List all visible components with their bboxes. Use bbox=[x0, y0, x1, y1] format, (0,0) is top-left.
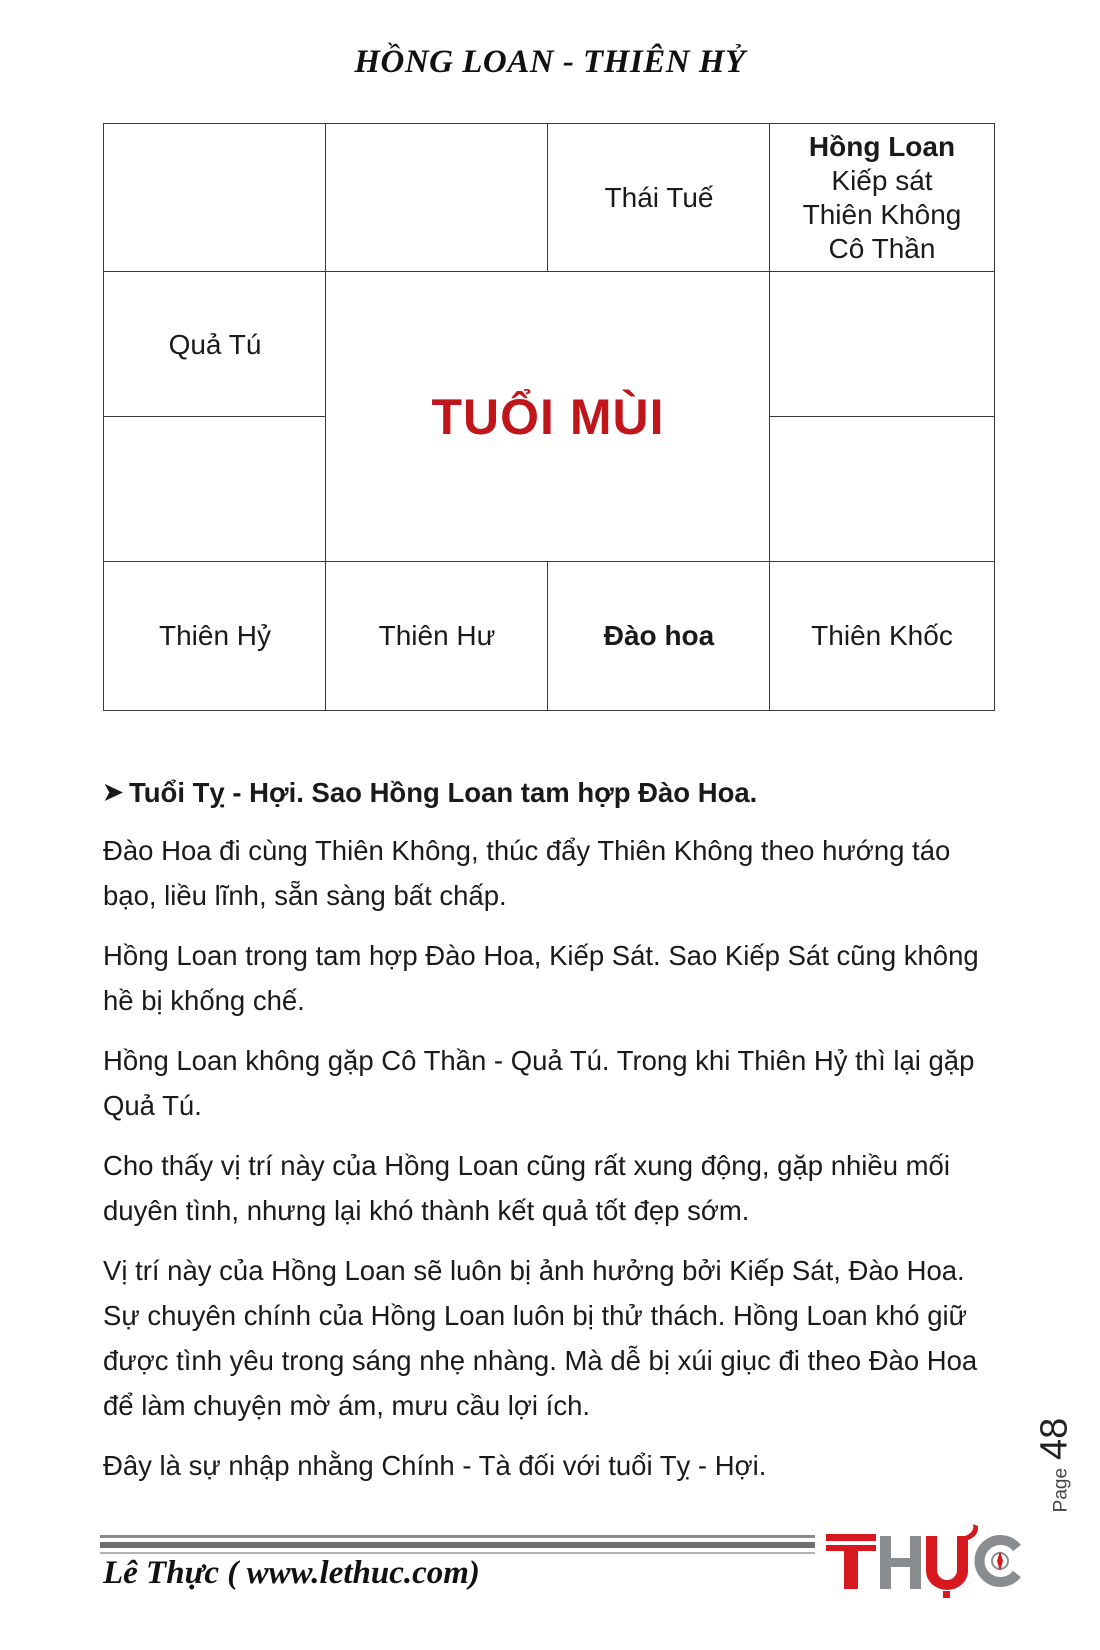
paragraph: Cho thấy vị trí này của Hồng Loan cũng rất xung động, gặp nhiều mối duyên tình, nhưng lại khó thành kết quả tốt đẹp sớm. bbox=[103, 1150, 950, 1226]
palace-bottom-4 bbox=[769, 561, 995, 711]
palace-star-highlight: Hồng Loan bbox=[808, 131, 956, 162]
center-age-label: TUỔI MÙI bbox=[431, 389, 665, 445]
palace-star: Thiên Khốc bbox=[811, 620, 953, 651]
palace-star: Kiếp sát bbox=[831, 165, 933, 196]
page-title: HỒNG LOAN - THIÊN HỶ bbox=[354, 44, 746, 80]
paragraph: Hồng Loan trong tam hợp Đào Hoa, Kiếp Sát. Sao Kiếp Sát cũng không hề bị khống chế. bbox=[103, 940, 979, 1016]
footer-author: Lê Thực ( www.lethuc.com) bbox=[103, 1555, 480, 1591]
paragraph: Vị trí này của Hồng Loan sẽ luôn bị ảnh hưởng bởi Kiếp Sát, Đào Hoa. Sự chuyên chính của Hồng Loan luôn bị thử thách. Hồng Loan khó giữ được tình yêu trong sáng nhẹ nhàng. Mà dễ bị xúi giục đi theo Đào Hoa để làm chuyện mờ ám, mưu cầu lợi ích. bbox=[103, 1255, 978, 1421]
palace-top-3 bbox=[547, 123, 771, 273]
page-number-value: 48 bbox=[1033, 1417, 1076, 1460]
thuc-logo bbox=[822, 1520, 1027, 1600]
palace-star: Thái Tuế bbox=[604, 182, 714, 213]
paragraph: Đào Hoa đi cùng Thiên Không, thúc đẩy Thiên Không theo hướng táo bạo, liều lĩnh, sẵn sàng bất chấp. bbox=[103, 835, 951, 911]
palace-top-1 bbox=[103, 123, 327, 273]
arrow-bullet-icon: ➤ bbox=[103, 779, 124, 806]
palace-left-lower bbox=[103, 416, 327, 563]
page-number bbox=[1030, 1410, 1080, 1520]
section-heading bbox=[103, 770, 995, 815]
article-body bbox=[103, 770, 995, 1503]
palace-star: Thiên Không bbox=[802, 199, 962, 230]
palace-bottom-2 bbox=[325, 561, 549, 711]
palace-star: Thiên Hỷ bbox=[158, 620, 272, 651]
section-heading-text: Tuổi Tỵ - Hợi. Sao Hồng Loan tam hợp Đào Hoa. bbox=[129, 777, 758, 808]
palace-star-highlight: Đào hoa bbox=[603, 620, 715, 651]
palace-right-lower bbox=[769, 416, 995, 563]
footer-divider bbox=[100, 1535, 815, 1554]
palace-top-2 bbox=[325, 123, 549, 273]
paragraph: Đây là sự nhập nhằng Chính - Tà đối với tuổi Tỵ - Hợi. bbox=[103, 1450, 767, 1481]
palace-left-upper bbox=[103, 271, 327, 418]
thuc-logo-graphic bbox=[822, 1520, 1027, 1600]
paragraph: Hồng Loan không gặp Cô Thần - Quả Tú. Trong khi Thiên Hỷ thì lại gặp Quả Tú. bbox=[103, 1045, 975, 1121]
palace-star: Cô Thần bbox=[828, 233, 936, 264]
palace-bottom-1 bbox=[103, 561, 327, 711]
palace-star: Thiên Hư bbox=[378, 620, 496, 651]
palace-chart bbox=[103, 123, 995, 711]
chart-center bbox=[325, 271, 771, 563]
palace-bottom-3 bbox=[547, 561, 771, 711]
palace-top-4 bbox=[769, 123, 995, 273]
palace-right-upper bbox=[769, 271, 995, 418]
palace-star: Quả Tú bbox=[168, 328, 262, 360]
page-label: Page bbox=[1050, 1467, 1072, 1513]
